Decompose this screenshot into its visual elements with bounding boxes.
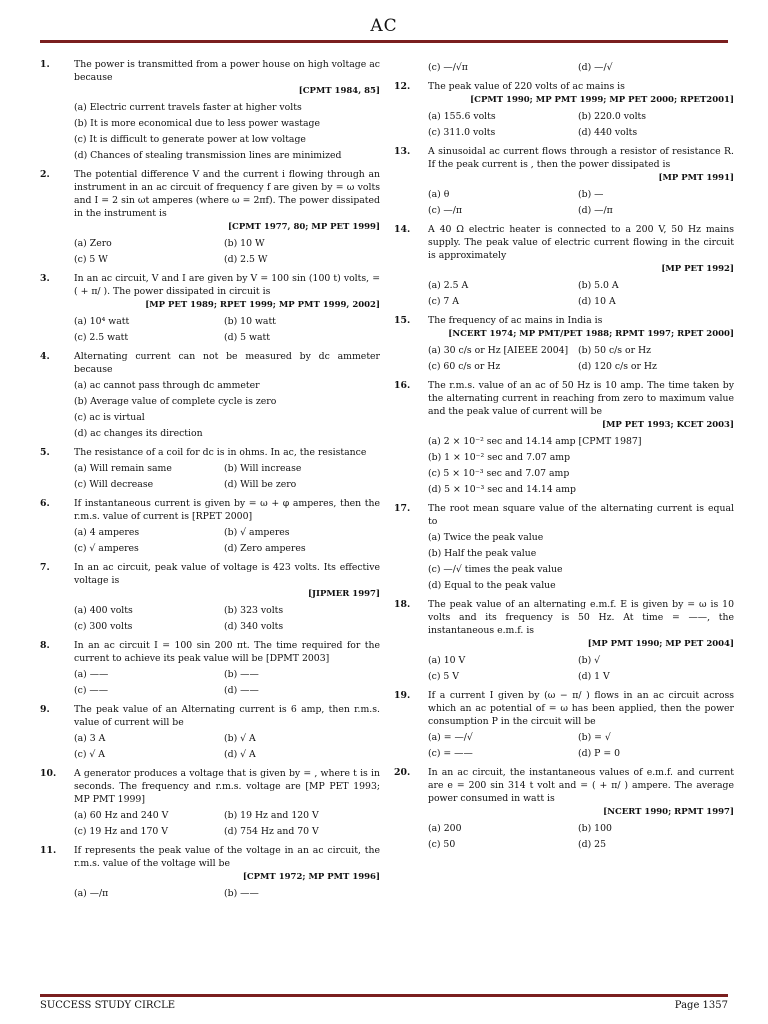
question-number: 5. [40,447,50,458]
answer-option: (c) = —— [428,748,473,759]
options-list [428,344,734,373]
question-text: The resistance of a coil for dc is in ohms. In ac, the resistance [74,447,367,458]
left-column [40,58,380,906]
question-text: Alternating current can not be measured by dc ammeter because [74,351,380,375]
answer-option: (b) 19 Hz and 120 V [224,810,319,821]
question [394,223,734,308]
answer-option: (d) P = 0 [578,748,621,759]
answer-option: (c) 7 A [428,296,460,307]
question-number: 2. [40,169,50,180]
question-source: [JIPMER 1997] [307,589,380,599]
question-text: The r.m.s. value of an ac of 50 Hz is 10 amp. The time taken by the alternating current in reaching from zero to maximum value and the peak value of current will be [428,380,734,417]
answer-option: (a) 30 c/s or Hz [AIEEE 2004] [428,345,569,356]
options-list [74,462,380,491]
question-text: If a current I given by (ω − π/ ) flows in an ac circuit across which an ac potential of = ω has been applied, then the power consumption P in the circuit will be [428,690,734,727]
answer-option: (c) It is difficult to generate power at low voltage [74,134,306,145]
answer-option: (a) 2.5 A [428,280,469,291]
question-number: 12. [394,81,411,92]
question-text: The root mean square value of the alternating current is equal to [428,503,734,527]
question-source: [MP PET 1992] [661,264,734,274]
answer-option: (c) ac is virtual [74,412,145,423]
question-number: 20. [394,767,411,778]
answer-option: (d) 2.5 W [224,254,268,265]
right-column [394,58,734,857]
answer-option: (c) 2.5 watt [74,332,129,343]
options-list [74,526,380,555]
options-list [428,731,734,760]
question-text: A sinusoidal ac current flows through a resistor of resistance R. If the peak current is , then the power dissipated is [428,146,734,170]
question [394,502,734,592]
question [40,639,380,697]
footer-rule [40,994,728,997]
question [394,61,734,74]
answer-option: (d) Equal to the peak value [428,580,556,591]
answer-option: (c) √ A [74,749,106,760]
question-number: 17. [394,503,411,514]
answer-option: (b) —— [224,888,259,899]
question-number: 9. [40,704,50,715]
options-list [74,887,380,900]
answer-option: (c) 311.0 volts [428,127,496,138]
question-number: 13. [394,146,411,157]
answer-option: (b) 220.0 volts [578,111,647,122]
answer-option: (c) 19 Hz and 170 V [74,826,169,837]
answer-option: (b) 50 c/s or Hz [578,345,652,356]
options-list [428,531,734,592]
answer-option: (b) √ A [224,733,256,744]
question-number: 18. [394,599,411,610]
answer-option: (c) —— [74,685,109,696]
options-list [74,732,380,761]
answer-option: (d) 340 volts [224,621,284,632]
answer-option: (b) 1 × 10⁻² sec and 7.07 amp [428,452,571,463]
answer-option: (a) θ [428,189,450,200]
options-list [74,237,380,266]
answer-option: (d) 754 Hz and 70 V [224,826,319,837]
options-list [428,188,734,217]
question [40,168,380,266]
answer-option: (a) 4 amperes [74,527,140,538]
answer-option: (b) It is more economical due to less power wastage [74,118,320,129]
question-text: If represents the peak value of the voltage in an ac circuit, the r.m.s. value of the voltage will be [74,845,380,869]
answer-option: (d) —/√ [578,62,613,73]
answer-option: (c) 5 × 10⁻³ sec and 7.07 amp [428,468,570,479]
question-text: In an ac circuit, the instantaneous values of e.m.f. and current are e = 200 sin 314 t volt and = ( + π/ ) ampere. The average power consumed in watt is [428,767,734,804]
answer-option: (b) Half the peak value [428,548,537,559]
answer-option: (b) √ [578,655,601,666]
answer-option: (d) Will be zero [224,479,297,490]
answer-option: (b) 5.0 A [578,280,619,291]
answer-option: (a) 60 Hz and 240 V [74,810,169,821]
footer-page-number: Page 1357 [674,1000,728,1011]
answer-option: (d) 10 A [578,296,616,307]
answer-option: (d) —/π [578,205,613,216]
answer-option: (d) Chances of stealing transmission lines are minimized [74,150,342,161]
question-number: 10. [40,768,57,779]
answer-option: (c) 300 volts [74,621,133,632]
question-source: [CPMT 1990; MP PMT 1999; MP PET 2000; RPET2001] [470,95,734,105]
question-text: If instantaneous current is given by = ω + φ amperes, then the r.m.s. value of current is [RPET 2000] [74,498,380,522]
answer-option: (a) Zero [74,238,112,249]
question-text: In an ac circuit I = 100 sin 200 πt. The time required for the current to achieve its peak value will be [DPMT 2003] [74,640,380,664]
options-list [74,315,380,344]
question-number: 7. [40,562,50,573]
options-list [74,809,380,838]
question [394,314,734,373]
question-number: 1. [40,59,50,70]
question-number: 6. [40,498,50,509]
question [40,58,380,162]
answer-option: (d) 5 × 10⁻³ sec and 14.14 amp [428,484,576,495]
answer-option: (a) Will remain same [74,463,172,474]
answer-option: (c) —/√ times the peak value [428,564,563,575]
answer-option: (b) 323 volts [224,605,284,616]
question [394,80,734,139]
answer-option: (a) —/π [74,888,109,899]
question [40,844,380,900]
question-source: [CPMT 1984, 85] [298,86,380,96]
answer-option: (b) — [578,189,604,200]
answer-option: (c) 60 c/s or Hz [428,361,501,372]
question [40,703,380,761]
options-list [428,279,734,308]
question-text: The peak value of 220 volts of ac mains is [428,81,625,92]
question [394,598,734,683]
answer-option: (d) 25 [578,839,606,850]
answer-option: (a) 10⁴ watt [74,316,130,327]
question-text: The power is transmitted from a power house on high voltage ac because [74,59,380,83]
answer-option: (d) 1 V [578,671,610,682]
question-text: The peak value of an alternating e.m.f. E is given by = ω is 10 volts and its frequency is 50 Hz. At time = ——, the instantaneous e.m.f. is [428,599,734,636]
answer-option: (d) ac changes its direction [74,428,203,439]
answer-option: (d) 5 watt [224,332,271,343]
options-list [428,110,734,139]
question [40,561,380,633]
answer-option: (b) 10 watt [224,316,276,327]
question-number: 16. [394,380,411,391]
question-number: 14. [394,224,411,235]
question-number: 19. [394,690,411,701]
question-source: [MP PET 1989; RPET 1999; MP PMT 1999, 2002] [145,300,380,310]
question-text: In an ac circuit, V and I are given by V = 100 sin (100 t) volts, = ( + π/ ). The power dissipated in circuit is [74,273,380,297]
options-list [428,822,734,851]
answer-option: (a) 200 [428,823,462,834]
options-list [428,435,734,496]
question [394,766,734,851]
answer-option: (c) Will decrease [74,479,154,490]
answer-option: (d) 120 c/s or Hz [578,361,657,372]
options-list [74,379,380,440]
answer-option: (b) 10 W [224,238,265,249]
question-number: 4. [40,351,50,362]
options-list [74,668,380,697]
options-list [428,654,734,683]
header-rule [40,40,728,43]
answer-option: (a) Electric current travels faster at higher volts [74,102,302,113]
question [394,145,734,217]
options-list [74,604,380,633]
answer-option: (b) —— [224,669,259,680]
answer-option: (a) 400 volts [74,605,133,616]
question-text: A generator produces a voltage that is given by = , where t is in seconds. The frequency and r.m.s. voltage are [MP PET 1993; MP PMT 1999] [74,768,380,805]
question-text: In an ac circuit, peak value of voltage is 423 volts. Its effective voltage is [74,562,380,586]
answer-option: (a) —— [74,669,109,680]
answer-option: (c) —/√π [428,62,468,73]
answer-option: (b) 100 [578,823,612,834]
question-number: 8. [40,640,50,651]
answer-option: (c) √ amperes [74,543,139,554]
question-number: 15. [394,315,411,326]
answer-option: (d) —— [224,685,259,696]
answer-option: (c) 5 W [74,254,108,265]
answer-option: (b) = √ [578,732,611,743]
question [40,272,380,344]
question-source: [CPMT 1972; MP PMT 1996] [242,872,380,882]
answer-option: (b) Average value of complete cycle is zero [74,396,277,407]
question-source: [NCERT 1974; MP PMT/PET 1988; RPMT 1997; RPET 2000] [448,329,734,339]
question [394,689,734,760]
options-list [428,61,734,74]
page-title: AC [370,16,398,36]
answer-option: (d) 440 volts [578,127,638,138]
answer-option: (a) Twice the peak value [428,532,544,543]
question [40,767,380,838]
answer-option: (c) —/π [428,205,462,216]
question-source: [NCERT 1990; RPMT 1997] [603,807,734,817]
footer-brand: SUCCESS STUDY CIRCLE [40,1000,176,1011]
answer-option: (d) √ A [224,749,256,760]
question-number: 11. [40,845,57,856]
question [394,379,734,496]
question [40,446,380,491]
answer-option: (c) 50 [428,839,456,850]
answer-option: (a) 3 A [74,733,106,744]
question-text: The peak value of an Alternating current is 6 amp, then r.m.s. value of current will be [74,704,380,728]
question-text: A 40 Ω electric heater is connected to a 200 V, 50 Hz mains supply. The peak value of electric current flowing in the circuit is approximately [428,224,734,261]
question [40,350,380,440]
question-text: The frequency of ac mains in India is [428,315,603,326]
options-list [74,101,380,162]
question-text: The potential difference V and the current i flowing through an instrument in an ac circuit of frequency f are given by = ω volts and I = 2 sin ωt amperes (where ω = 2πf). The power dissipated in the instrument is [74,169,380,219]
answer-option: (a) 2 × 10⁻² sec and 14.14 amp [CPMT 1987] [428,436,642,447]
answer-option: (b) Will increase [224,463,302,474]
answer-option: (a) 155.6 volts [428,111,496,122]
question-source: [MP PMT 1991] [658,173,734,183]
answer-option: (a) = —/√ [428,732,473,743]
question-source: [MP PET 1993; KCET 2003] [601,420,734,430]
question [40,497,380,555]
answer-option: (a) 10 V [428,655,466,666]
answer-option: (c) 5 V [428,671,460,682]
answer-option: (a) ac cannot pass through dc ammeter [74,380,260,391]
question-source: [CPMT 1977, 80; MP PET 1999] [228,222,380,232]
answer-option: (b) √ amperes [224,527,290,538]
question-number: 3. [40,273,50,284]
answer-option: (d) Zero amperes [224,543,306,554]
question-source: [MP PMT 1990; MP PET 2004] [587,639,734,649]
